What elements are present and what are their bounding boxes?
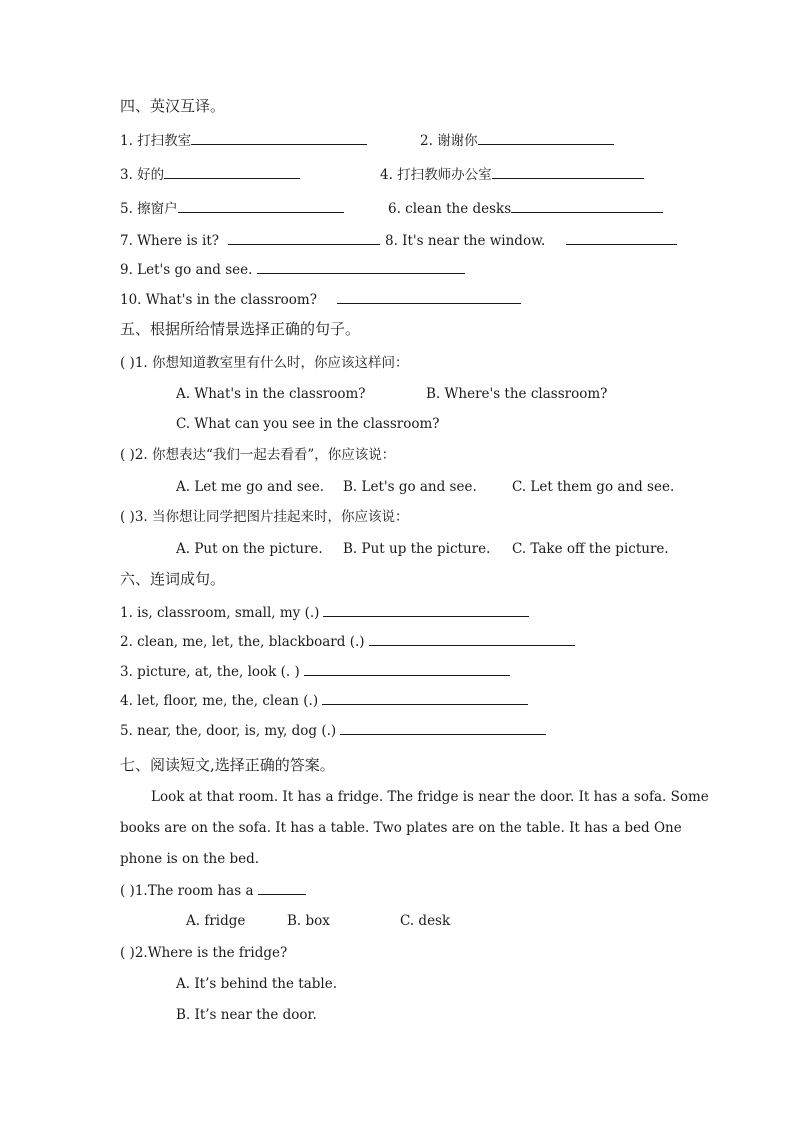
s4-item-9-text: 9. Let's go and see. — [120, 262, 253, 278]
s4-item-5-text: 5. 擦窗户 — [120, 201, 178, 217]
s7-question-1 — [120, 881, 306, 900]
s7-q1-option-b[interactable]: B. box — [287, 913, 330, 929]
answer-blank[interactable] — [322, 691, 528, 705]
answer-blank[interactable] — [337, 290, 521, 304]
s4-item-9 — [120, 260, 465, 279]
s5-question-3: ( )3. 当你想让同学把图片挂起来时，你应该说： — [120, 509, 409, 525]
answer-blank[interactable] — [191, 131, 367, 145]
section-7-title: 七、阅读短文,选择正确的答案。 — [120, 756, 335, 774]
answer-blank[interactable] — [164, 165, 300, 179]
s6-item-3 — [120, 662, 510, 681]
s6-item-4 — [120, 691, 528, 710]
s5-q2-option-b[interactable]: B. Let's go and see. — [343, 479, 477, 495]
s4-item-7-text: 7. Where is it? — [120, 233, 219, 249]
s5-q3-option-c[interactable]: C. Take off the picture. — [512, 541, 669, 557]
s5-q3-option-b[interactable]: B. Put up the picture. — [343, 541, 491, 557]
s4-item-1 — [120, 131, 367, 150]
s5-q1-option-a[interactable]: A. What's in the classroom? — [176, 386, 366, 402]
s5-question-2: ( )2. 你想表达“我们一起去看看”，你应该说： — [120, 447, 396, 463]
section-6-title: 六、连词成句。 — [120, 570, 226, 588]
s7-question-2: ( )2.Where is the fridge? — [120, 945, 288, 961]
answer-blank[interactable] — [304, 662, 510, 676]
s4-item-1-text: 1. 打扫教室 — [120, 133, 192, 149]
s4-item-10-text: 10. What's in the classroom? — [120, 292, 317, 308]
s4-item-4-text: 4. 打扫教师办公室 — [380, 167, 492, 183]
s7-q2-option-b[interactable]: B. It’s near the door. — [176, 1007, 317, 1023]
s4-item-2 — [420, 131, 614, 150]
section-4-title: 四、英汉互译。 — [120, 97, 226, 115]
answer-blank[interactable] — [178, 199, 344, 213]
s4-item-8-text: 8. It's near the window. — [385, 233, 546, 249]
s4-item-3 — [120, 165, 300, 184]
s6-item-4-text: 4. let, floor, me, the, clean (.) — [120, 693, 319, 709]
s4-item-8 — [385, 231, 677, 250]
passage-line-3: phone is on the bed. — [120, 851, 260, 867]
s7-q2-option-a[interactable]: A. It’s behind the table. — [176, 976, 337, 992]
s7-q1-option-c[interactable]: C. desk — [400, 913, 451, 929]
s4-item-2-text: 2. 谢谢你 — [420, 133, 478, 149]
s6-item-1-text: 1. is, classroom, small, my (.) — [120, 605, 320, 621]
s5-question-1: ( )1. 你想知道教室里有什么时，你应该这样问： — [120, 355, 409, 371]
s5-q2-option-c[interactable]: C. Let them go and see. — [512, 479, 675, 495]
answer-blank[interactable] — [323, 603, 529, 617]
s6-item-5 — [120, 721, 546, 740]
s5-q1-option-b[interactable]: B. Where's the classroom? — [426, 386, 608, 402]
s6-item-5-text: 5. near, the, door, is, my, dog (.) — [120, 723, 337, 739]
answer-blank[interactable] — [257, 260, 465, 274]
s4-item-10 — [120, 290, 521, 309]
s5-q1-option-c[interactable]: C. What can you see in the classroom? — [176, 416, 440, 432]
s5-q3-option-a[interactable]: A. Put on the picture. — [176, 541, 323, 557]
answer-blank[interactable] — [492, 165, 644, 179]
s5-q2-option-a[interactable]: A. Let me go and see. — [176, 479, 325, 495]
s7-q1-option-a[interactable]: A. fridge — [186, 913, 246, 929]
answer-blank[interactable] — [369, 632, 575, 646]
s6-item-2-text: 2. clean, me, let, the, blackboard (.) — [120, 634, 365, 650]
s6-item-2 — [120, 632, 575, 651]
answer-blank[interactable] — [478, 131, 614, 145]
s6-item-3-text: 3. picture, at, the, look (. ) — [120, 664, 300, 680]
s4-item-6-text: 6. clean the desks — [388, 201, 512, 217]
s4-item-7 — [120, 231, 380, 250]
answer-blank[interactable] — [228, 231, 380, 245]
answer-blank[interactable] — [258, 881, 306, 895]
s4-item-6 — [388, 199, 663, 218]
s7-q1-text: ( )1.The room has a — [120, 883, 254, 899]
s4-item-3-text: 3. 好的 — [120, 167, 165, 183]
s4-item-4 — [380, 165, 644, 184]
passage-line-2: books are on the sofa. It has a table. Two plates are on the table. It has a bed One — [120, 820, 682, 836]
s6-item-1 — [120, 603, 529, 622]
answer-blank[interactable] — [340, 721, 546, 735]
answer-blank[interactable] — [566, 231, 677, 245]
passage-line-1: Look at that room. It has a fridge. The fridge is near the door. It has a sofa. Some — [151, 789, 709, 805]
s4-item-5 — [120, 199, 344, 218]
answer-blank[interactable] — [511, 199, 663, 213]
section-5-title: 五、根据所给情景选择正确的句子。 — [120, 320, 361, 338]
